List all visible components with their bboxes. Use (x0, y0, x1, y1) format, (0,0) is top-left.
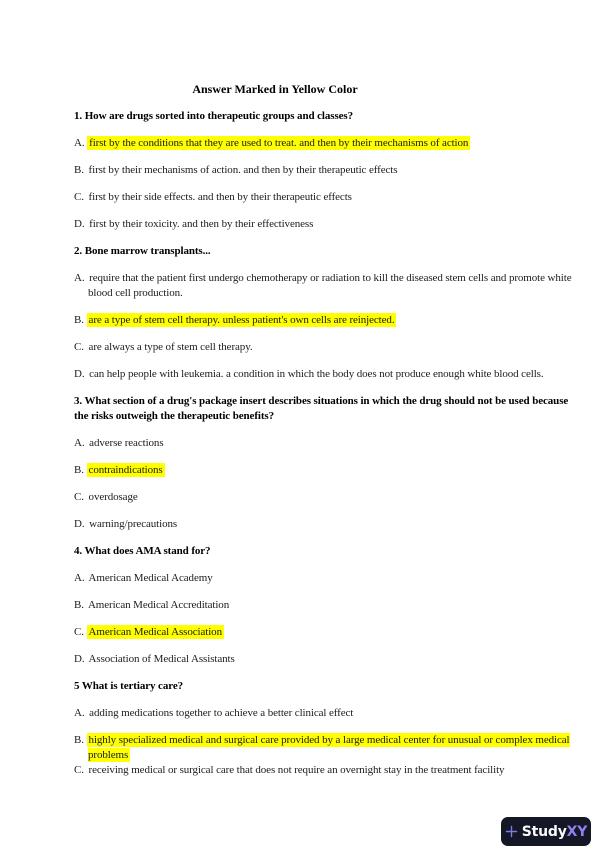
question-number: 1. (74, 110, 83, 122)
answer-option (74, 163, 584, 178)
document-title: Answer Marked in Yellow Color (192, 82, 358, 96)
questions-list (74, 109, 584, 778)
correct-answer-text: are a type of stem cell therapy. unless patient's own cells are reinjected. (88, 314, 395, 326)
question-text: How are drugs sorted into therapeutic groups and classes? (84, 110, 354, 122)
question-block (74, 544, 584, 667)
option-letter: B. (74, 164, 84, 176)
answer-option (74, 340, 584, 355)
option-letter: A. (74, 272, 85, 284)
question-text: What section of a drug's package insert describes situations in which the drug should not be used because the risks outweigh the therapeutic benefits? (74, 395, 569, 422)
answer-option (74, 706, 584, 721)
question-text: What does AMA stand for? (84, 545, 211, 557)
option-letter: A. (74, 437, 85, 449)
question-heading (74, 679, 584, 694)
option-letter: D. (74, 218, 85, 230)
question-block (74, 679, 584, 778)
answer-option (74, 217, 584, 232)
option-letter: B. (74, 314, 84, 326)
option-text: overdosage (88, 491, 138, 503)
option-text: American Medical Academy (88, 572, 213, 584)
question-text: Bone marrow transplants... (84, 245, 211, 257)
correct-answer-text: highly specialized medical and surgical care provided by a large medical center for unusual or complex medical problems (88, 734, 570, 761)
answer-option (74, 625, 584, 640)
answer-option (74, 490, 584, 505)
brand-wordmark (522, 825, 587, 839)
answer-option (74, 733, 584, 763)
option-text: American Medical Accreditation (87, 599, 230, 611)
brand-name-study: Study (521, 823, 567, 840)
answer-option (74, 313, 584, 328)
correct-answer-text: American Medical Association (88, 626, 222, 638)
question-block (74, 394, 584, 532)
answer-option (74, 763, 584, 778)
option-letter: C. (74, 764, 84, 776)
option-letter: D. (74, 368, 85, 380)
answer-option (74, 517, 584, 532)
studyxy-logo-badge (501, 817, 591, 846)
plus-icon (505, 825, 518, 838)
question-number: 2. (74, 245, 83, 257)
option-text: require that the patient first undergo chemotherapy or radiation to kill the diseased stem cells and promote white blood cell production. (88, 272, 572, 299)
option-letter: D. (74, 653, 85, 665)
question-text: What is tertiary care? (81, 680, 184, 692)
question-block (74, 244, 584, 382)
answer-option (74, 652, 584, 667)
answer-option (74, 136, 584, 151)
option-text: first by their toxicity. and then by their effectiveness (89, 218, 314, 230)
option-letter: A. (74, 137, 85, 149)
option-text: first by their mechanisms of action. and then by their therapeutic effects (88, 164, 398, 176)
option-letter: B. (74, 599, 84, 611)
option-text: first by their side effects. and then by their therapeutic effects (88, 191, 352, 203)
option-text: can help people with leukemia. a condition in which the body does not produce enough white blood cells. (89, 368, 544, 380)
question-block (74, 109, 584, 232)
option-text: are always a type of stem cell therapy. (88, 341, 253, 353)
option-letter: C. (74, 341, 84, 353)
option-text: Association of Medical Assistants (88, 653, 235, 665)
answer-option (74, 598, 584, 613)
option-letter: C. (74, 191, 84, 203)
question-number: 4. (74, 545, 83, 557)
answer-option (74, 367, 584, 382)
option-letter: D. (74, 518, 85, 530)
option-letter: C. (74, 626, 84, 638)
answer-option (74, 463, 584, 478)
question-heading (74, 244, 584, 259)
correct-answer-text: contraindications (88, 464, 163, 476)
option-letter: A. (74, 572, 85, 584)
correct-answer-text: first by the conditions that they are used to treat. and then by their mechanisms of action (89, 137, 469, 149)
answer-option (74, 571, 584, 586)
option-letter: B. (74, 734, 84, 746)
question-number: 3. (74, 395, 83, 407)
option-text: receiving medical or surgical care that does not require an overnight stay in the treatment facility (88, 764, 505, 776)
option-text: adverse reactions (89, 437, 164, 449)
option-letter: A. (74, 707, 85, 719)
option-letter: C. (74, 491, 84, 503)
option-text: adding medications together to achieve a better clinical effect (89, 707, 354, 719)
brand-name-xy: XY (566, 823, 588, 840)
question-heading (74, 394, 584, 424)
question-heading (74, 544, 584, 559)
option-letter: B. (74, 464, 84, 476)
question-number: 5 (74, 680, 80, 692)
option-text: warning/precautions (89, 518, 178, 530)
answer-option (74, 271, 584, 301)
answer-option (74, 436, 584, 451)
question-heading (74, 109, 584, 124)
answer-option (74, 190, 584, 205)
